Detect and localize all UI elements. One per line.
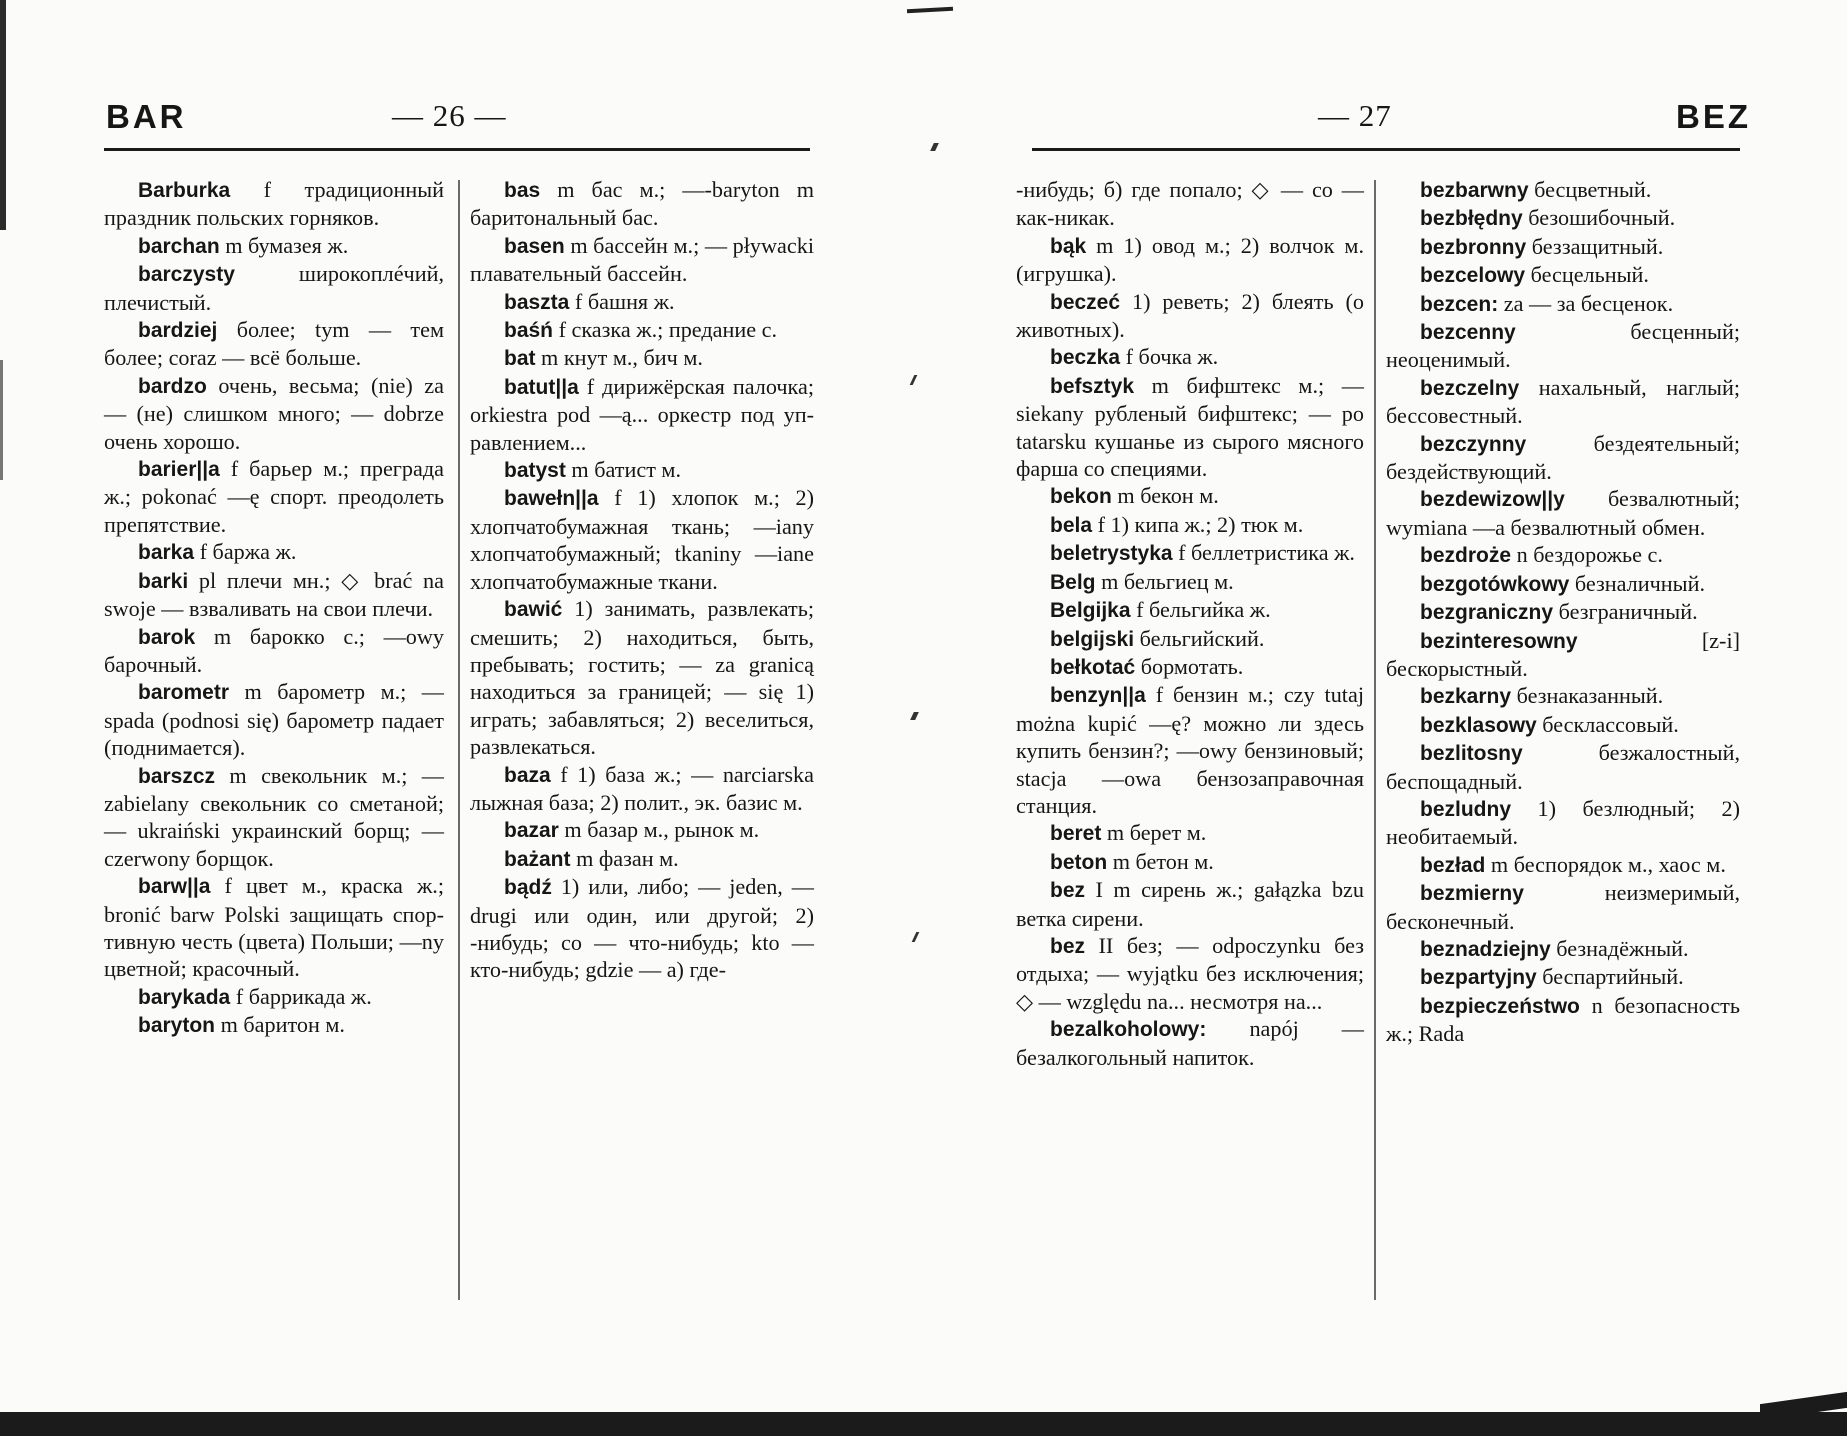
entry-headword: barki	[138, 569, 189, 593]
dictionary-entry	[1016, 653, 1364, 681]
dictionary-entry	[104, 260, 444, 316]
entry-headword: bażant	[504, 847, 571, 871]
entry-definition: f традиционный праздник польских горняков.	[104, 177, 444, 231]
dictionary-entry	[104, 316, 444, 372]
entry-headword: bezbarwny	[1420, 179, 1529, 202]
entry-definition: za — за бесценок.	[1498, 290, 1674, 316]
entry-definition: II без; — odpoczynku без отдыха; — wyjątku без исключения; ◇ — względu na... несмотря на...	[1016, 932, 1364, 1014]
entry-definition: I m сирень ж.; gałązka bzu ветка сирени.	[1016, 877, 1364, 931]
entry-definition: неизмеримый, бесконечный.	[1386, 880, 1740, 934]
entry-definition: безошибочный.	[1522, 205, 1676, 231]
dictionary-entry	[1016, 232, 1364, 288]
entry-headword: bas	[504, 179, 541, 202]
entry-definition: m бекон м.	[1111, 483, 1219, 509]
entry-definition: беспартийный.	[1536, 964, 1684, 990]
gutter-speck	[910, 712, 919, 720]
entry-definition: f барьер м.; преграда ж.; pokonać —ę спорт. преодолеть препятствие.	[104, 456, 444, 537]
gutter-speck	[930, 143, 939, 151]
dictionary-entry	[104, 538, 444, 566]
right-guide-word: BEZ	[1676, 98, 1751, 135]
entry-headword: bezpieczeństwo	[1420, 994, 1580, 1018]
dictionary-entry	[1386, 992, 1740, 1048]
dictionary-entry	[104, 983, 444, 1011]
dictionary-entry	[470, 761, 814, 817]
dictionary-entry	[104, 762, 444, 873]
entry-definition: f 1) хлопок м.; 2) хлопчатобумажная ткань; —iany хлопчатобумажный; tkaniny —iane хлопчатобумажные ткани.	[470, 485, 814, 594]
entry-definition: m беспорядок м., хаос м.	[1485, 851, 1726, 877]
entry-definition: 1) или, либо; — jeden, — drugi или один, или другой; 2) -нибудь; co — что-нибудь; kto — кто-нибудь; gdzie — а) где-	[470, 874, 814, 983]
entry-headword: barw||a	[138, 875, 211, 899]
entry-headword: bezład	[1420, 853, 1486, 877]
entry-headword: beznadziejny	[1420, 937, 1551, 961]
dictionary-entry	[1386, 261, 1740, 289]
entry-definition: m барометр м.; — spada (podnosi się) барометр падает (поднимается).	[104, 679, 444, 761]
entry-definition: широкоплéчий, плечистый.	[104, 261, 444, 315]
dictionary-entry	[1386, 541, 1740, 569]
entry-headword: barier||a	[138, 458, 220, 482]
entry-definition: f 1) база ж.; — narciarska лыжная база; 2) полит., эк. базис м.	[470, 761, 814, 815]
entry-headword: Barburka	[138, 179, 231, 202]
entry-headword: barszcz	[138, 764, 216, 788]
right-header-rule	[1032, 148, 1740, 151]
entry-definition: m бельгиец м.	[1095, 568, 1234, 594]
entry-definition: 1) занимать, развлекать; смешить; 2) находиться, быть, пребывать; гостить; — za granicą находиться за границей; — się 1) играть; забавляться; 2) веселиться, развлекаться.	[470, 596, 814, 760]
entry-definition: m бассейн м.; — pływacki плавательный бассейн.	[470, 232, 814, 287]
entry-definition: m барокко с.; —owy барочный.	[104, 623, 444, 677]
fold-mark	[907, 7, 953, 13]
dictionary-entry	[1386, 176, 1740, 204]
entry-headword: barykada	[138, 985, 231, 1009]
right-page-number: — 27	[1318, 98, 1392, 133]
dictionary-entry	[1016, 932, 1364, 1015]
entry-definition: f бельгийка ж.	[1130, 597, 1271, 623]
entry-headword: bezklasowy	[1420, 713, 1537, 737]
entry-headword: beletrystyka	[1050, 542, 1173, 566]
dictionary-entry	[1386, 570, 1740, 598]
entry-headword: bat	[504, 347, 536, 371]
dictionary-entry	[1016, 1015, 1364, 1071]
entry-headword: baryton	[138, 1014, 216, 1038]
dictionary-entry	[1386, 935, 1740, 963]
entry-definition: f дирижёрская палочка; orkiestra pod —ą... оркестр под управлением...	[470, 373, 814, 455]
gutter-speck	[912, 932, 920, 942]
dictionary-entry	[1386, 290, 1740, 318]
dictionary-entry	[1386, 795, 1740, 851]
entry-definition: m бетон м.	[1107, 848, 1214, 874]
entry-definition: m базар м., рынок м.	[558, 817, 760, 843]
entry-headword: batut||a	[504, 375, 579, 399]
entry-headword: bezczynny	[1420, 432, 1527, 456]
entry-definition: m 1) овод м.; 2) волчок м. (игрушка).	[1016, 232, 1364, 287]
right-column-1	[1016, 176, 1364, 1071]
entry-headword: baśń	[504, 319, 554, 343]
entry-headword: bezbłędny	[1420, 207, 1523, 231]
entry-definition: беззащитный.	[1526, 233, 1664, 259]
entry-definition: бормотать.	[1135, 653, 1244, 679]
entry-definition: безвалютный; wymiana —a безвалютный обмен.	[1386, 486, 1740, 540]
entry-definition: безграничный.	[1553, 599, 1698, 625]
entry-definition: m баритон м.	[215, 1012, 345, 1038]
entry-definition: 1) реветь; 2) блеять (о животных).	[1016, 288, 1364, 343]
entry-definition: более; tym — тем более; coraz — всё больше.	[104, 317, 444, 371]
dictionary-entry	[104, 232, 444, 260]
entry-definition: n безопасность ж.; Rada	[1386, 992, 1740, 1047]
entry-definition: бесцветный.	[1528, 177, 1652, 202]
dictionary-entry	[470, 873, 814, 984]
entry-definition: безнадёжный.	[1550, 935, 1689, 961]
dictionary-entry	[1016, 681, 1364, 819]
entry-headword: bez	[1050, 879, 1086, 903]
dictionary-entry	[1386, 318, 1740, 374]
entry-headword: belgijski	[1050, 627, 1135, 651]
dictionary-entry	[1386, 879, 1740, 935]
dictionary-entry	[1016, 176, 1364, 232]
entry-definition: безжалостный, беспощадный.	[1386, 740, 1740, 794]
dictionary-entry	[1386, 739, 1740, 795]
entry-headword: beton	[1050, 850, 1108, 874]
entry-headword: bezmierny	[1420, 882, 1524, 906]
entry-definition: m кнут м., бич м.	[535, 345, 703, 371]
entry-definition: f 1) кипа ж.; 2) тюк м.	[1092, 511, 1304, 537]
entry-headword: bezalkoholowy:	[1050, 1018, 1207, 1042]
entry-headword: baza	[504, 763, 551, 787]
entry-headword: bezcen:	[1420, 292, 1499, 316]
entry-headword: Belg	[1050, 570, 1096, 594]
entry-headword: bezbronny	[1420, 235, 1527, 259]
entry-headword: bardziej	[138, 319, 218, 343]
entry-headword: bezdroże	[1420, 544, 1512, 568]
dictionary-entry	[470, 595, 814, 760]
entry-headword: barchan	[138, 234, 220, 258]
dictionary-entry	[1016, 848, 1364, 876]
entry-headword: bekon	[1050, 485, 1112, 509]
left-column-2	[470, 176, 814, 984]
dictionary-entry	[1386, 430, 1740, 486]
entry-headword: bąk	[1050, 234, 1087, 258]
entry-definition: бесцельный.	[1525, 262, 1649, 288]
entry-definition: бесценный; неоценимый.	[1386, 319, 1740, 373]
left-guide-word: BAR	[106, 98, 187, 135]
entry-headword: bądź	[504, 876, 552, 900]
right-column-divider	[1374, 180, 1376, 1300]
entry-headword: bezpartyjny	[1420, 966, 1537, 990]
scan-left-edge	[0, 0, 6, 230]
entry-headword: bezgraniczny	[1420, 601, 1554, 625]
entry-definition: f беллетристика ж.	[1172, 540, 1355, 566]
dictionary-entry	[470, 845, 814, 873]
dictionary-entry	[1016, 596, 1364, 624]
dictionary-entry	[470, 484, 814, 595]
right-column-2	[1386, 176, 1740, 1048]
left-page-number: — 26 —	[392, 98, 507, 133]
dictionary-entry	[1386, 598, 1740, 626]
left-column-divider	[458, 180, 460, 1300]
entry-definition: -нибудь; б) где попало; ◇ — co — как-никак.	[1016, 177, 1364, 231]
left-column-1	[104, 176, 444, 1040]
dictionary-entry	[1016, 568, 1364, 596]
entry-definition: нахальный, наглый; бессовестный.	[1386, 374, 1740, 429]
entry-definition: f баррикада ж.	[230, 983, 372, 1009]
dictionary-entry	[1386, 204, 1740, 232]
dictionary-entry	[470, 344, 814, 372]
entry-headword: baszta	[504, 290, 570, 314]
dictionary-entry	[470, 373, 814, 456]
entry-headword: bez	[1050, 934, 1086, 958]
dictionary-entry	[1386, 851, 1740, 879]
entry-definition: m берет м.	[1101, 820, 1207, 846]
entry-headword: bezkarny	[1420, 685, 1512, 709]
dictionary-entry	[1386, 627, 1740, 683]
dictionary-entry	[1386, 485, 1740, 541]
dictionary-entry	[1016, 876, 1364, 932]
entry-headword: bawełn||a	[504, 487, 599, 511]
entry-definition: f бочка ж.	[1120, 344, 1219, 370]
entry-headword: bezczelny	[1420, 376, 1520, 400]
entry-headword: barka	[138, 541, 195, 565]
entry-headword: Belgijka	[1050, 599, 1131, 623]
dictionary-entry	[470, 176, 814, 232]
entry-headword: bezinteresowny	[1420, 629, 1578, 653]
dictionary-entry	[104, 1011, 444, 1039]
entry-definition: m бифштекс м.; — siekany рубленый бифштекс; — po tatarsku кушанье из сырого мясного фарша со специями.	[1016, 372, 1364, 482]
entry-definition: f бензин м.; czy tutaj można kupić —ę? можно ли здесь купить бензин?; —owy бензиновый; stacja —owa бензозаправочная станция.	[1016, 682, 1364, 818]
scan-bottom-bar	[0, 1412, 1847, 1436]
dictionary-entry	[1016, 343, 1364, 371]
dictionary-entry	[104, 678, 444, 761]
scan-left-edge-mark	[0, 360, 3, 480]
entry-headword: bardzo	[138, 374, 207, 398]
entry-definition: f цвет м., краска ж.; bronić barw Polski защищать спортивную честь (цвета) Польши; —ny цветной; красочный.	[104, 873, 444, 982]
entry-headword: bezgotówkowy	[1420, 572, 1570, 596]
dictionary-entry	[1386, 963, 1740, 991]
dictionary-entry	[104, 872, 444, 983]
entry-headword: batyst	[504, 459, 566, 483]
entry-headword: beret	[1050, 822, 1102, 846]
entry-definition: m бас м.; —-baryton m баритональный бас.	[470, 177, 814, 231]
dictionary-entry	[1016, 819, 1364, 847]
entry-definition: m батист м.	[565, 457, 682, 483]
entry-definition: f баржа ж.	[194, 539, 297, 565]
entry-definition: [z-i] бескорыстный.	[1386, 627, 1740, 681]
dictionary-entry	[1016, 511, 1364, 539]
entry-headword: bezdewizow||y	[1420, 488, 1565, 512]
entry-headword: basen	[504, 234, 565, 258]
entry-headword: barometr	[138, 681, 230, 705]
entry-definition: бельгийский.	[1134, 625, 1265, 651]
dictionary-entry	[1386, 233, 1740, 261]
entry-definition: 1) безлюдный; 2) необитаемый.	[1386, 795, 1740, 850]
dictionary-entry	[1386, 711, 1740, 739]
dictionary-entry	[470, 456, 814, 484]
entry-definition: pl плечи мн.; ◇ brać na swoje — взваливать на свои плечи.	[104, 567, 444, 622]
entry-definition: napój — безалкогольный напиток.	[1016, 1016, 1364, 1070]
dictionary-entry	[470, 232, 814, 288]
entry-definition: безналичный.	[1569, 570, 1705, 596]
dictionary-entry	[104, 372, 444, 455]
dictionary-entry	[470, 316, 814, 344]
entry-definition: бесклассовый.	[1536, 711, 1679, 737]
entry-definition: безнаказанный.	[1511, 683, 1664, 709]
entry-headword: benzyn||a	[1050, 684, 1146, 708]
entry-headword: bezlitosny	[1420, 742, 1523, 766]
entry-headword: bezcelowy	[1420, 264, 1526, 288]
dictionary-entry	[104, 623, 444, 679]
dictionary-entry	[1386, 682, 1740, 710]
dictionary-entry	[1016, 539, 1364, 567]
entry-headword: beczeć	[1050, 290, 1121, 314]
entry-headword: barczysty	[138, 263, 235, 287]
entry-headword: bezcenny	[1420, 321, 1516, 345]
dictionary-entry	[1016, 625, 1364, 653]
entry-headword: bawić	[504, 598, 563, 622]
entry-headword: bela	[1050, 513, 1093, 537]
dictionary-entry	[1386, 374, 1740, 430]
entry-definition: n бездорожье с.	[1511, 542, 1663, 568]
entry-headword: beczka	[1050, 346, 1121, 370]
dictionary-entry	[104, 567, 444, 623]
entry-headword: bełkotać	[1050, 655, 1136, 679]
entry-definition: f башня ж.	[569, 288, 675, 314]
dictionary-entry	[104, 455, 444, 538]
entry-definition: очень, весьма; (nie) za — (не) слишком много; — dobrze очень хорошо.	[104, 372, 444, 454]
dictionary-entry	[470, 816, 814, 844]
entry-headword: bazar	[504, 819, 559, 843]
dictionary-entry	[1016, 288, 1364, 344]
dictionary-entry	[104, 176, 444, 232]
entry-headword: befsztyk	[1050, 374, 1135, 398]
entry-definition: f сказка ж.; предание с.	[553, 317, 778, 343]
entry-headword: bezludny	[1420, 797, 1512, 821]
entry-definition: m свекольник м.; — zabielany свекольник со сметаной; — ukraiński украинский борщ; — czerwony борщок.	[104, 762, 444, 871]
entry-headword: barok	[138, 625, 196, 649]
dictionary-entry	[470, 288, 814, 316]
left-header-rule	[104, 148, 810, 151]
entry-definition: m бумазея ж.	[219, 232, 349, 258]
gutter-speck	[910, 375, 918, 385]
dictionary-entry	[1016, 482, 1364, 510]
dictionary-entry	[1016, 372, 1364, 483]
entry-definition: m фазан м.	[570, 845, 679, 871]
entry-definition: бездеятельный; бездействующий.	[1386, 430, 1740, 485]
